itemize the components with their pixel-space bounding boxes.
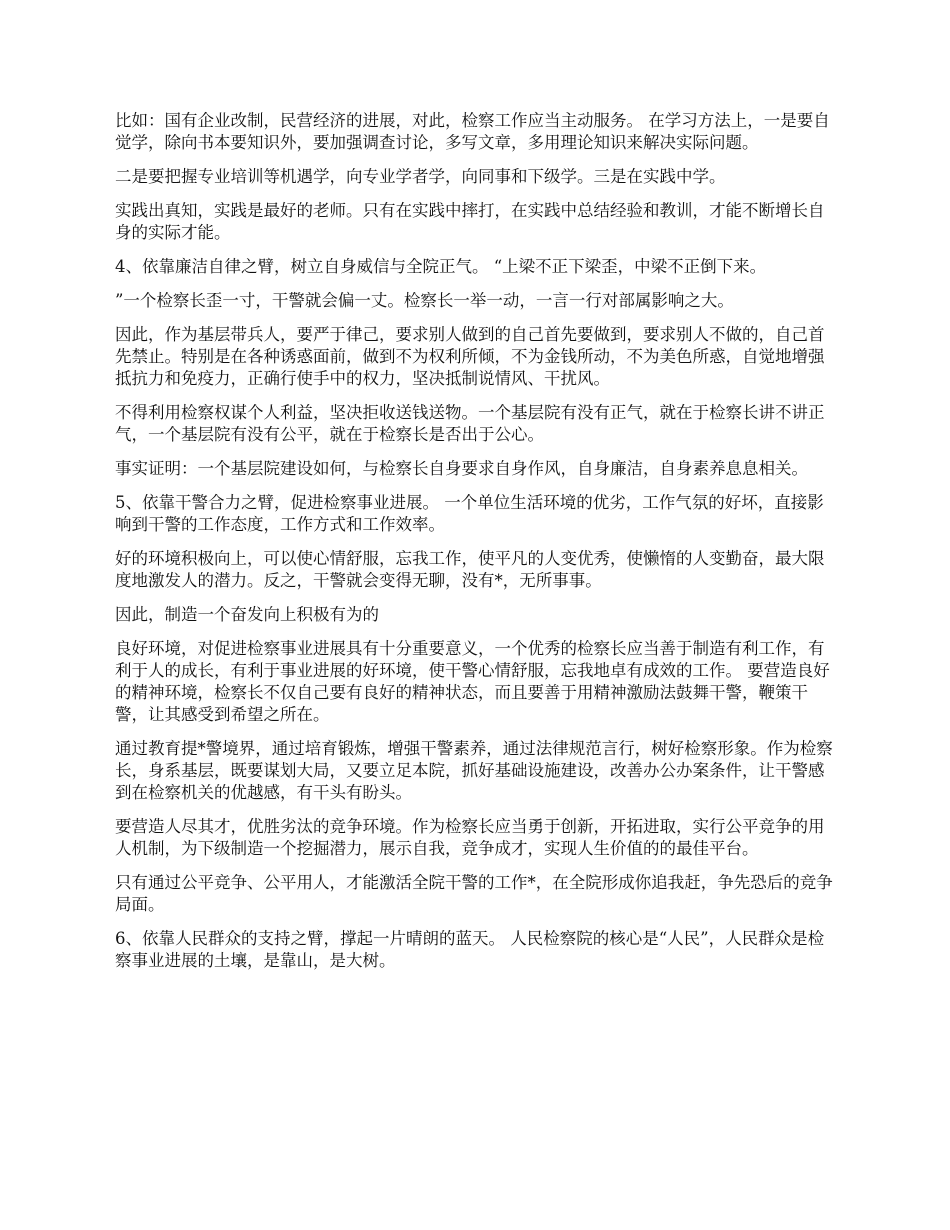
paragraph: 通过教育提*警境界，通过培育锻炼，增强干警素养，通过法律规范言行，树好检察形象。作为检察长，身系基层，既要谋划大局，又要立足本院，抓好基础设施建设，改善办公办案条件，让干警感到在检察机关的优越感，有干头有盼头。 [115, 739, 833, 802]
paragraph: 良好环境，对促进检察事业进展具有十分重要意义，一个优秀的检察长应当善于制造有利工作，有利于人的成长，有利于事业进展的好环境，使干警心情舒服，忘我地卓有成效的工作。 要营造良好的精神环境，检察长不仅自己要有良好的精神状态，而且要善于用精神激励法鼓舞干警，鞭策干警，让其感受到希望之所在。 [115, 639, 830, 724]
paragraph: 6、依靠人民群众的支持之臂，撑起一片晴朗的蓝天。 人民检察院的核心是“人民”，人民群众是检察事业进展的土壤，是靠山，是大树。 [115, 929, 825, 970]
paragraph: 二是要把握专业培训等机遇学，向专业学者学，向同事和下级学。三是在实践中学。 [115, 167, 726, 186]
paragraph: 4、依靠廉洁自律之臂，树立自身威信与全院正气。 “上梁不正下梁歪，中梁不正倒下来。 [115, 257, 767, 276]
paragraph: 不得利用检察权谋个人利益，坚决拒收送钱送物。一个基层院有没有正气，就在于检察长讲不讲正气，一个基层院有没有公平，就在于检察长是否出于公心。 [115, 403, 825, 444]
document-body [115, 110, 839, 984]
paragraph: 只有通过公平竞争、公平用人，才能激活全院干警的工作*，在全院形成你追我赶，争先恐后的竞争局面。 [115, 873, 833, 914]
paragraph: 事实证明：一个基层院建设如何，与检察长自身要求自身作风，自身廉洁，自身素养息息相关。 [115, 459, 808, 478]
paragraph: 实践出真知，实践是最好的老师。只有在实践中摔打，在实践中总结经验和教训，才能不断增长自身的实际才能。 [115, 201, 825, 242]
paragraph: 要营造人尽其才，优胜劣汰的竞争环境。作为检察长应当勇于创新，开拓进取，实行公平竞争的用人机制，为下级制造一个挖掘潜力，展示自我，竞争成才，实现人生价值的的最佳平台。 [115, 817, 825, 858]
paragraph: ”一个检察长歪一寸，干警就会偏一丈。检察长一举一动，一言一行对部属影响之大。 [115, 291, 734, 310]
paragraph: 好的环境积极向上，可以使心情舒服，忘我工作，使平凡的人变优秀，使懒惰的人变勤奋，最大限度地激发人的潜力。反之，干警就会变得无聊，没有*，无所事事。 [115, 549, 825, 590]
paragraph: 因此，制造一个奋发向上积极有为的 [115, 605, 379, 624]
paragraph: 比如：国有企业改制，民营经济的进展，对此，检察工作应当主动服务。 在学习方法上，一是要自觉学，除向书本要知识外，要加强调查讨论，多写文章，多用理论知识来解决实际问题。 [115, 111, 830, 152]
paragraph: 5、依靠干警合力之臂，促进检察事业进展。 一个单位生活环境的优劣，工作气氛的好坏，直接影响到干警的工作态度，工作方式和工作效率。 [115, 493, 824, 534]
paragraph: 因此，作为基层带兵人，要严于律己，要求别人做到的自己首先要做到，要求别人不做的，自己首先禁止。特别是在各种诱惑面前，做到不为权利所倾，不为金钱所动，不为美色所惑，自觉地增强抵抗力和免疫力，正确行使手中的权力，坚决抵制说情风、干扰风。 [115, 325, 825, 388]
